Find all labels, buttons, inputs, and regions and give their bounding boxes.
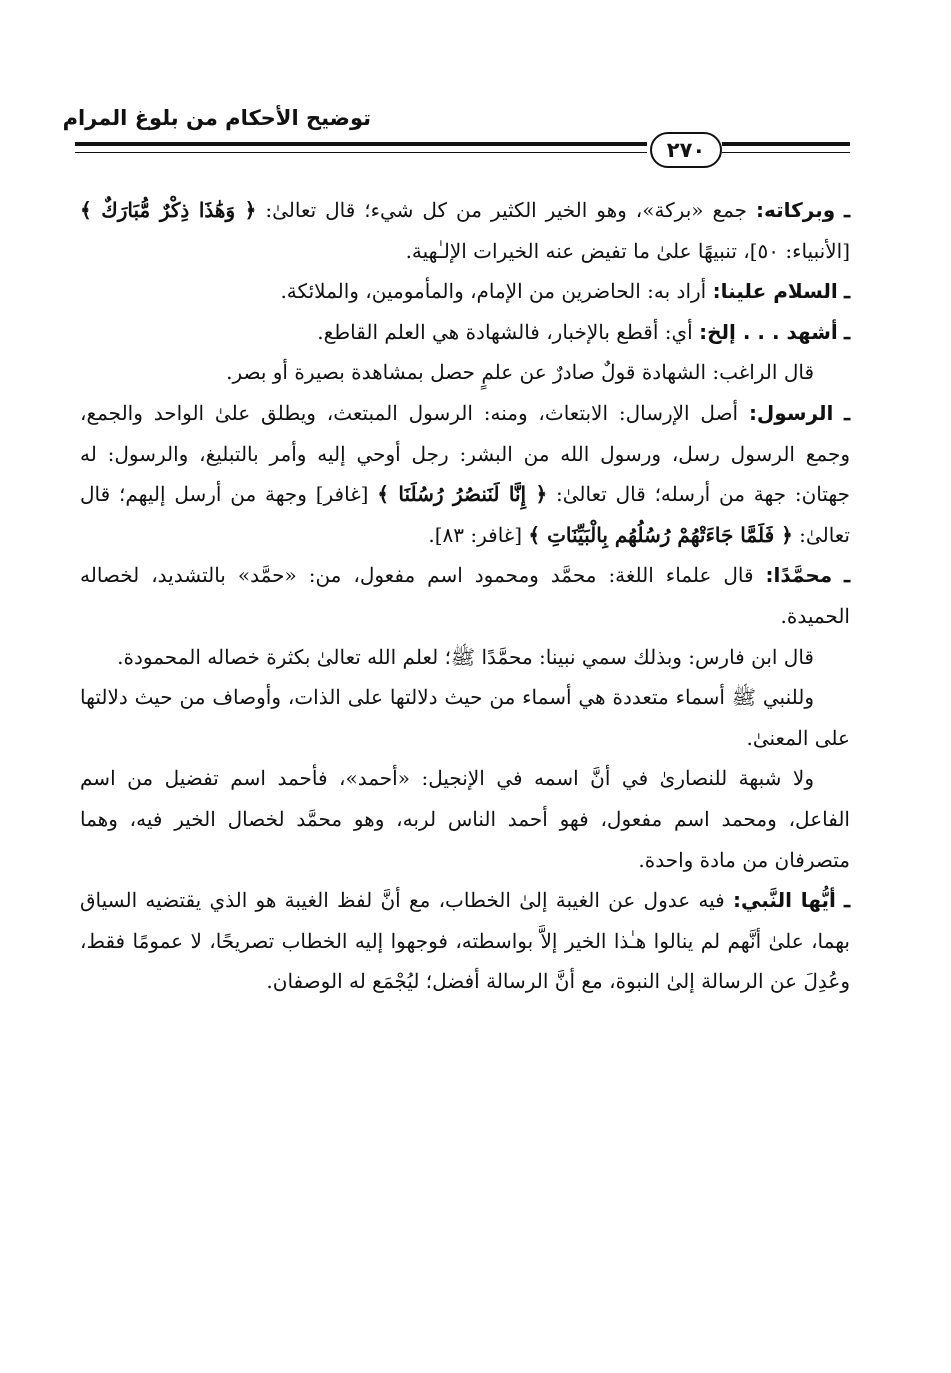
entry-assalamu-alayna bbox=[80, 271, 850, 312]
quran-verse: ﴿ فَلَمَّا جَاءَتْهُمْ رُسُلُهُم بِالْبَيِّنَاتِ ﴾ bbox=[528, 522, 793, 547]
body-text bbox=[80, 190, 850, 1002]
quran-verse: ﴿ إِنَّا لَنَنصُرُ رُسُلَنَا ﴾ bbox=[377, 482, 548, 507]
header-rule-left-thin bbox=[75, 152, 647, 153]
paragraph-text: وللنبي ﷺ أسماء متعددة هي أسماء من حيث دلالتها على الذات، وأوصاف من حيث دلالتها على المعنىٰ. bbox=[80, 685, 850, 750]
paragraph-ahmad bbox=[80, 758, 850, 880]
entry-text: جمع «بركة»، وهو الخير الكثير من كل شيء؛ قال تعالىٰ: bbox=[256, 198, 756, 222]
header-rule-right-thick bbox=[722, 142, 850, 146]
entry-text: فيه عدول عن الغيبة إلىٰ الخطاب، مع أنَّ لفظ الغيبة هو الذي يقتضيه السياق بهما، علىٰ أنَّهم لم ينالوا هـٰذا الخير إلاَّ بواسطته، فوجهوا إليه الخطاب تصريحًا، لا عمومًا فقط، وعُدِلَ عن الرسالة إلىٰ النبوة، مع أنَّ الرسالة أفضل؛ ليُجْمَع له الوصفان. bbox=[80, 888, 850, 994]
entry-dash: ـ bbox=[844, 319, 850, 344]
entry-dash: ـ bbox=[844, 888, 851, 913]
entry-text: أراد به: الحاضرين من الإمام، والمأمومين، والملائكة. bbox=[280, 279, 713, 304]
entry-wabarakatuh bbox=[80, 190, 850, 271]
entry-ayyuha-annabi bbox=[80, 880, 850, 1002]
entry-dash: ـ bbox=[844, 563, 851, 588]
entry-dash: ـ bbox=[844, 198, 850, 222]
header-rule-right-thin bbox=[722, 152, 850, 153]
running-title: توضيح الأحكام من بلوغ المرام bbox=[62, 106, 371, 130]
entry-text: [الأنبياء: ٥٠]، تنبيهًا علىٰ ما تفيض عنه الخيرات الإلـٰهية. bbox=[405, 238, 850, 263]
entry-text: أصل الإرسال: الابتعاث، ومنه: الرسول المبتعث، ويطلق علىٰ الواحد والجمع، وجمع الرسول رسل، ورسول الله من البشر: رجل أوحي إليه وأمر بالتبليغ، والرسول: له جهتان: جهة من أرسله؛ قال تعالىٰ: bbox=[80, 400, 850, 507]
paragraph-ibn-faris bbox=[80, 637, 850, 678]
entry-term: وبركاته: bbox=[756, 198, 836, 222]
entry-text: أي: أقطع بالإخبار، فالشهادة هي العلم القاطع. bbox=[317, 319, 700, 344]
entry-ashhadu bbox=[80, 312, 850, 353]
entry-text: [غافر] وجهة من أرسل إليهم؛ قال تعالىٰ: bbox=[80, 482, 850, 547]
page-number bbox=[650, 132, 722, 168]
entry-term: محمَّدًا: bbox=[765, 563, 833, 588]
entry-dash: ـ bbox=[844, 279, 850, 304]
paragraph-text: قال ابن فارس: وبذلك سمي نبينا: محمَّدًا ﷺ؛ لعلم الله تعالىٰ بكثرة خصاله المحمودة. bbox=[117, 644, 814, 669]
quran-verse: ﴿ وَهَٰذَا ذِكْرٌ مُّبَارَكٌ ﴾ bbox=[80, 198, 257, 222]
paragraph-text: ولا شبهة للنصارىٰ في أنَّ اسمه في الإنجيل: «أحمد»، فأحمد اسم تفضيل من اسم الفاعل، ومحمد اسم مفعول، فهو أحمد الناس لربه، وهو محمَّد لخصال الخير فيه، وهما متصرفان من مادة واحدة. bbox=[80, 766, 850, 872]
paragraph-text: قال الراغب: الشهادة قولٌ صادرٌ عن علمٍ حصل بمشاهدة بصيرة أو بصر. bbox=[226, 360, 814, 385]
entry-text: [غافر: ٨٣]. bbox=[428, 522, 529, 547]
entry-dash: ـ bbox=[844, 400, 850, 425]
page-number-text: ٢٧٠ bbox=[666, 138, 706, 162]
entry-term: أشهد . . . إلخ: bbox=[699, 319, 838, 344]
entry-muhammadan bbox=[80, 555, 850, 636]
entry-text: قال علماء اللغة: محمَّد ومحمود اسم مفعول، من: «حمَّد» بالتشديد، لخصاله الحميدة. bbox=[80, 563, 850, 628]
paragraph-raghib bbox=[80, 352, 850, 393]
paragraph-names-of-prophet bbox=[80, 677, 850, 758]
entry-term: أيُّها النَّبي: bbox=[733, 888, 836, 913]
header-rule-left-thick bbox=[75, 142, 647, 146]
entry-term: السلام علينا: bbox=[712, 279, 838, 304]
entry-term: الرسول: bbox=[748, 400, 834, 425]
entry-arrasul bbox=[80, 393, 850, 555]
